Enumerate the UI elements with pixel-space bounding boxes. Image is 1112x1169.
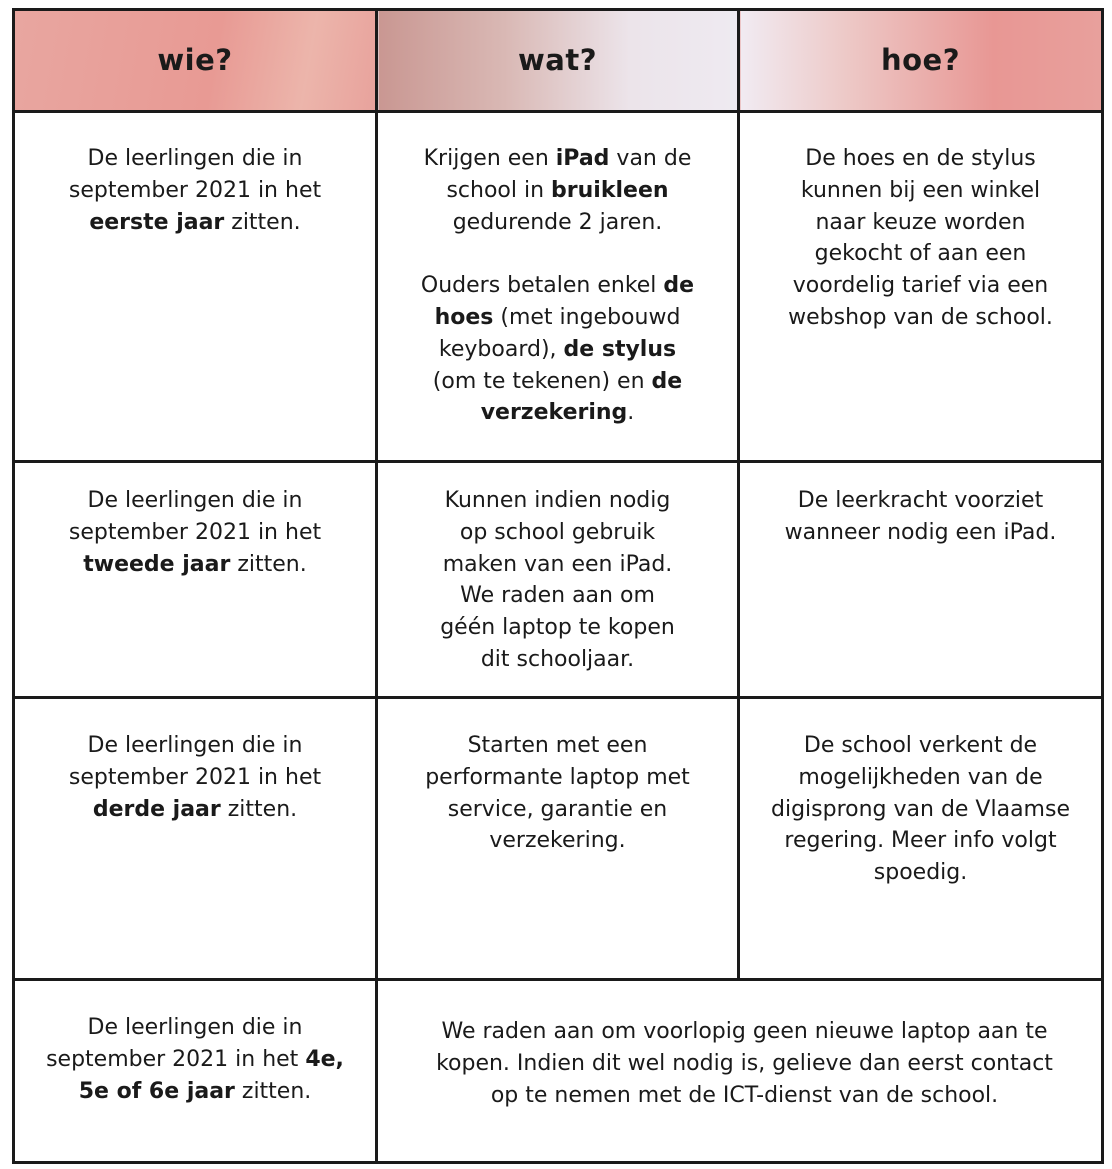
cell-line: géén laptop te kopen [440, 615, 675, 641]
cell-line: september 2021 in het [68, 177, 322, 203]
cell-line: digisprong van de Vlaamse [771, 796, 1070, 822]
cell-line: september 2021 in het [68, 519, 322, 545]
grade-emphasis: eerste jaar [89, 209, 225, 235]
header-wie: wie? [14, 10, 377, 112]
cell-line: De leerlingen die in [87, 146, 303, 171]
cell-line: school in bruikleen [446, 177, 669, 203]
header-row [14, 10, 1103, 112]
cell-combined [377, 980, 1103, 1163]
cell-line: regering. Meer info volgt [784, 828, 1057, 854]
cell-line: naar keuze worden [815, 209, 1026, 235]
cell-line: Kunnen indien nodig [444, 488, 671, 513]
cell-line: De leerlingen die in [87, 488, 303, 513]
cell-line: maken van een iPad. [442, 551, 673, 577]
cell-hoe [739, 112, 1103, 462]
grade-emphasis: derde jaar [92, 796, 221, 822]
cell-line: gekocht of aan een [814, 241, 1027, 267]
cell-wat [377, 698, 739, 980]
cell-line: We raden aan om [460, 583, 655, 609]
cell-line: 5e of 6e jaar zitten. [78, 1078, 312, 1104]
table-row [14, 698, 1103, 980]
cell-line: dit schooljaar. [480, 646, 635, 672]
cell-line: hoes (met ingebouwd [434, 304, 681, 330]
cell-line: september 2021 in het 4e, [46, 1046, 344, 1072]
cell-line: voordelig tarief via een [792, 273, 1049, 299]
cell-wie [14, 462, 377, 698]
cell-line: mogelijkheden van de [798, 764, 1043, 790]
cell-line: eerste jaar zitten. [89, 209, 301, 235]
cell-line: verzekering. [480, 400, 635, 426]
table-row [14, 462, 1103, 698]
cell-line: (om te tekenen) en de [432, 368, 683, 394]
cell-line: kopen. Indien dit wel nodig is, gelieve dan eerst contact [436, 1051, 1053, 1077]
cell-line: service, garantie en [447, 796, 668, 822]
cell-line: De school verkent de [803, 733, 1038, 758]
cell-line: keyboard), de stylus [438, 336, 677, 362]
cell-line: Krijgen een iPad van de [423, 146, 692, 171]
cell-wat [377, 462, 739, 698]
cell-wie [14, 698, 377, 980]
table-row [14, 112, 1103, 462]
header-hoe: hoe? [739, 10, 1103, 112]
cell-line: gedurende 2 jaren. [452, 209, 663, 235]
cell-wie [14, 112, 377, 462]
cell-line: op te nemen met de ICT-dienst van de school. [490, 1082, 999, 1108]
cell-line: derde jaar zitten. [92, 796, 298, 822]
table-row [14, 980, 1103, 1163]
cell-hoe [739, 698, 1103, 980]
cell-hoe [739, 462, 1103, 698]
cell-line: De leerkracht voorziet [797, 488, 1044, 513]
cell-line: tweede jaar zitten. [83, 551, 307, 577]
cell-line: Starten met een [467, 733, 648, 758]
cell-line: wanneer nodig een iPad. [784, 519, 1057, 545]
info-table [12, 8, 1104, 1164]
cell-line: september 2021 in het [68, 764, 322, 790]
cell-line: kunnen bij een winkel [800, 177, 1041, 203]
cell-line: De hoes en de stylus [805, 146, 1036, 171]
cell-line: De leerlingen die in [87, 733, 303, 758]
cell-line: webshop van de school. [788, 304, 1053, 330]
cell-wie [14, 980, 377, 1163]
cell-line: We raden aan om voorlopig geen nieuwe laptop aan te [441, 1019, 1048, 1045]
header-wat: wat? [377, 10, 739, 112]
grade-emphasis: 5e of 6e jaar [78, 1078, 235, 1104]
cell-line: De leerlingen die in [87, 1015, 303, 1040]
cell-line: performante laptop met [425, 764, 690, 790]
grade-emphasis: tweede jaar [83, 551, 231, 577]
cell-line: spoedig. [873, 860, 968, 886]
cell-line: Ouders betalen enkel de [420, 273, 695, 299]
cell-line: op school gebruik [459, 519, 656, 545]
paragraph-gap [398, 238, 717, 270]
cell-line: verzekering. [489, 828, 626, 854]
cell-wat [377, 112, 739, 462]
